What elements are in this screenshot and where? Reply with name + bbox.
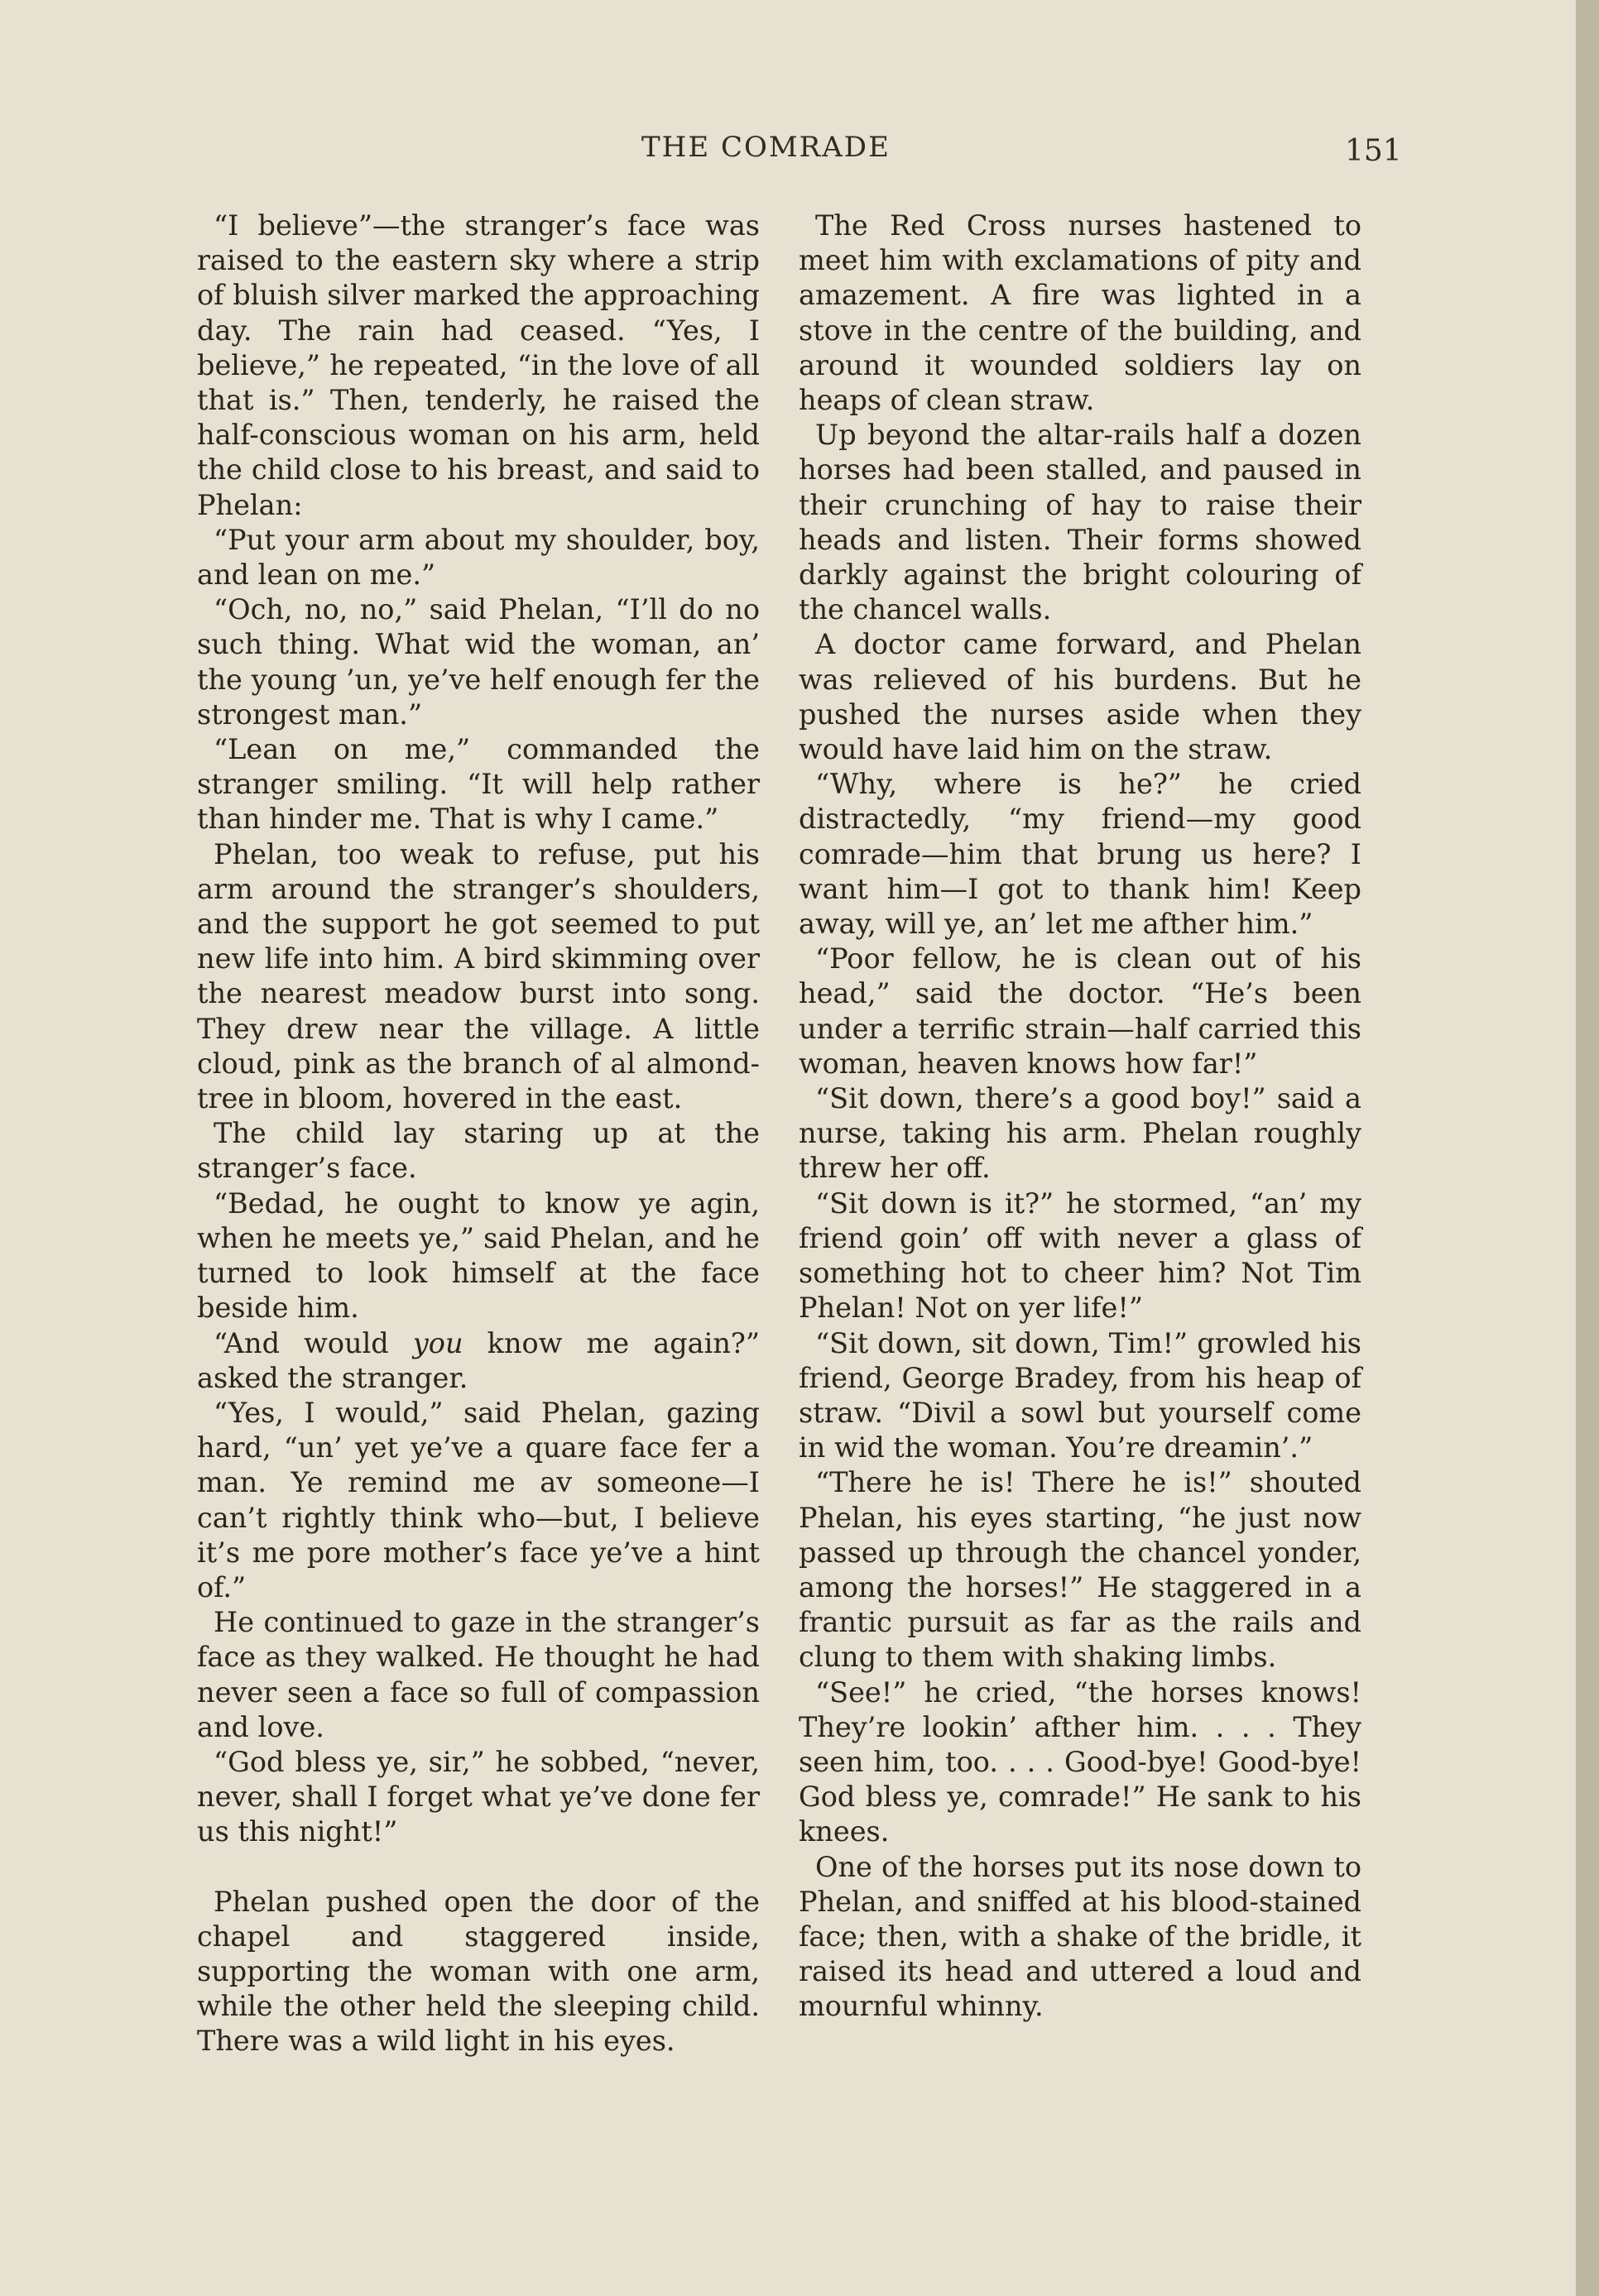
- paragraph: A doctor came forward, and Phelan was relieved of his burdens. But he pushed the nurses aside when they would have laid him on the straw.: [799, 628, 1361, 766]
- paragraph: One of the horses put its nose down to Phelan, and sniffed at his blood-stained face; then, with a shake of the bridle, it raised its head and uttered a loud and mournful whinny.: [799, 1850, 1361, 2023]
- paragraph: “I believe”—the stranger’s face was raised to the eastern sky where a strip of bluish silver marked the approaching day. The rain had ceased. “Yes, I believe,” he repeated, “in the love of all that is.” Then, tenderly, he raised the half-conscious woman on his arm, held the child close to his breast, and said to Phelan:: [197, 209, 760, 521]
- paragraph: “Put your arm about my shoulder, boy, and lean on me.”: [197, 523, 760, 592]
- running-title: THE COMRADE: [641, 131, 891, 164]
- paragraph: “Poor fellow, he is clean out of his head,” said the doctor. “He’s been under a terrific strain—half carried this woman, heaven knows how far!”: [799, 942, 1361, 1080]
- page-header: [0, 131, 1599, 180]
- page-number: 151: [1345, 134, 1402, 168]
- paragraph: Phelan pushed open the door of the chapel and staggered inside, supporting the woman with one arm, while the other held the sleeping child. There was a wild light in his eyes.: [197, 1885, 760, 2058]
- paragraph: “Why, where is he?” he cried distractedly, “my friend—my good comrade—him that brung us here? I want him—I got to thank him! Keep away, will ye, an’ let me afther him.”: [799, 768, 1361, 941]
- paragraph: “See!” he cried, “the horses knows! They’re lookin’ afther him. . . . They seen him, too. . . . Good-bye! Good-bye! God bless ye, comrade!” He sank to his knees.: [799, 1675, 1361, 1848]
- question-emphasis: you: [412, 1326, 463, 1359]
- paragraph: “God bless ye, sir,” he sobbed, “never, never, shall I forget what ye’ve done fer us this night!”: [197, 1745, 760, 1848]
- left-column: [197, 209, 760, 2059]
- paragraph: “Sit down is it?” he stormed, “an’ my friend goin’ off with never a glass of something hot to cheer him? Not Tim Phelan! Not on yer life!”: [799, 1186, 1361, 1325]
- paragraph: Phelan, too weak to refuse, put his arm around the stranger’s shoulders, and the support he got seemed to put new life into him. A bird skimming over the nearest meadow burst into song. They drew near the village. A little cloud, pink as the branch of al almond-tree in bloom, hovered in the east.: [197, 837, 760, 1115]
- question-after: know me again?” asked the stranger.: [197, 1326, 760, 1394]
- page-edge-shadow: [1576, 0, 1599, 2296]
- question-before: “And would: [214, 1326, 413, 1359]
- paragraph: “Yes, I would,” said Phelan, gazing hard, “un’ yet ye’ve a quare face fer a man. Ye remind me av someone—I can’t rightly think who—but, I believe it’s me pore mother’s face ye’ve a hint of.”: [197, 1396, 760, 1603]
- paragraph: “Lean on me,” commanded the stranger smiling. “It will help rather than hinder me. That is why I came.”: [197, 733, 760, 836]
- right-column: [799, 209, 1361, 2025]
- paragraph: The child lay staring up at the stranger’s face.: [197, 1117, 760, 1185]
- paragraph: “Sit down, there’s a good boy!” said a nurse, taking his arm. Phelan roughly threw her off.: [799, 1082, 1361, 1185]
- paragraph: “There he is! There he is!” shouted Phelan, his eyes starting, “he just now passed up through the chancel yonder, among the horses!” He staggered in a frantic pursuit as far as the rails and clung to them with shaking limbs.: [799, 1466, 1361, 1674]
- paragraph: “Bedad, he ought to know ye agin, when he meets ye,” said Phelan, and he turned to look himself at the face beside him.: [197, 1186, 760, 1325]
- paragraph: “Sit down, sit down, Tim!” growled his friend, George Bradey, from his heap of straw. “Divil a sowl but yourself come in wid the woman. You’re dreamin’.”: [799, 1326, 1361, 1464]
- paragraph: The Red Cross nurses hastened to meet him with exclamations of pity and amazement. A fire was lighted in a stove in the centre of the building, and around it wounded soldiers lay on heaps of clean straw.: [799, 209, 1361, 417]
- paragraph-question: [197, 1326, 760, 1396]
- paragraph: Up beyond the altar-rails half a dozen horses had been stalled, and paused in their crunching of hay to raise their heads and listen. Their forms showed darkly against the bright colouring of the chancel walls.: [799, 419, 1361, 626]
- paragraph: “Och, no, no,” said Phelan, “I’ll do no such thing. What wid the woman, an’ the young ’un, ye’ve helf enough fer the strongest man.”: [197, 593, 760, 731]
- paragraph: He continued to gaze in the stranger’s face as they walked. He thought he had never seen a face so full of compassion and love.: [197, 1606, 760, 1743]
- section-gap: [197, 1850, 760, 1885]
